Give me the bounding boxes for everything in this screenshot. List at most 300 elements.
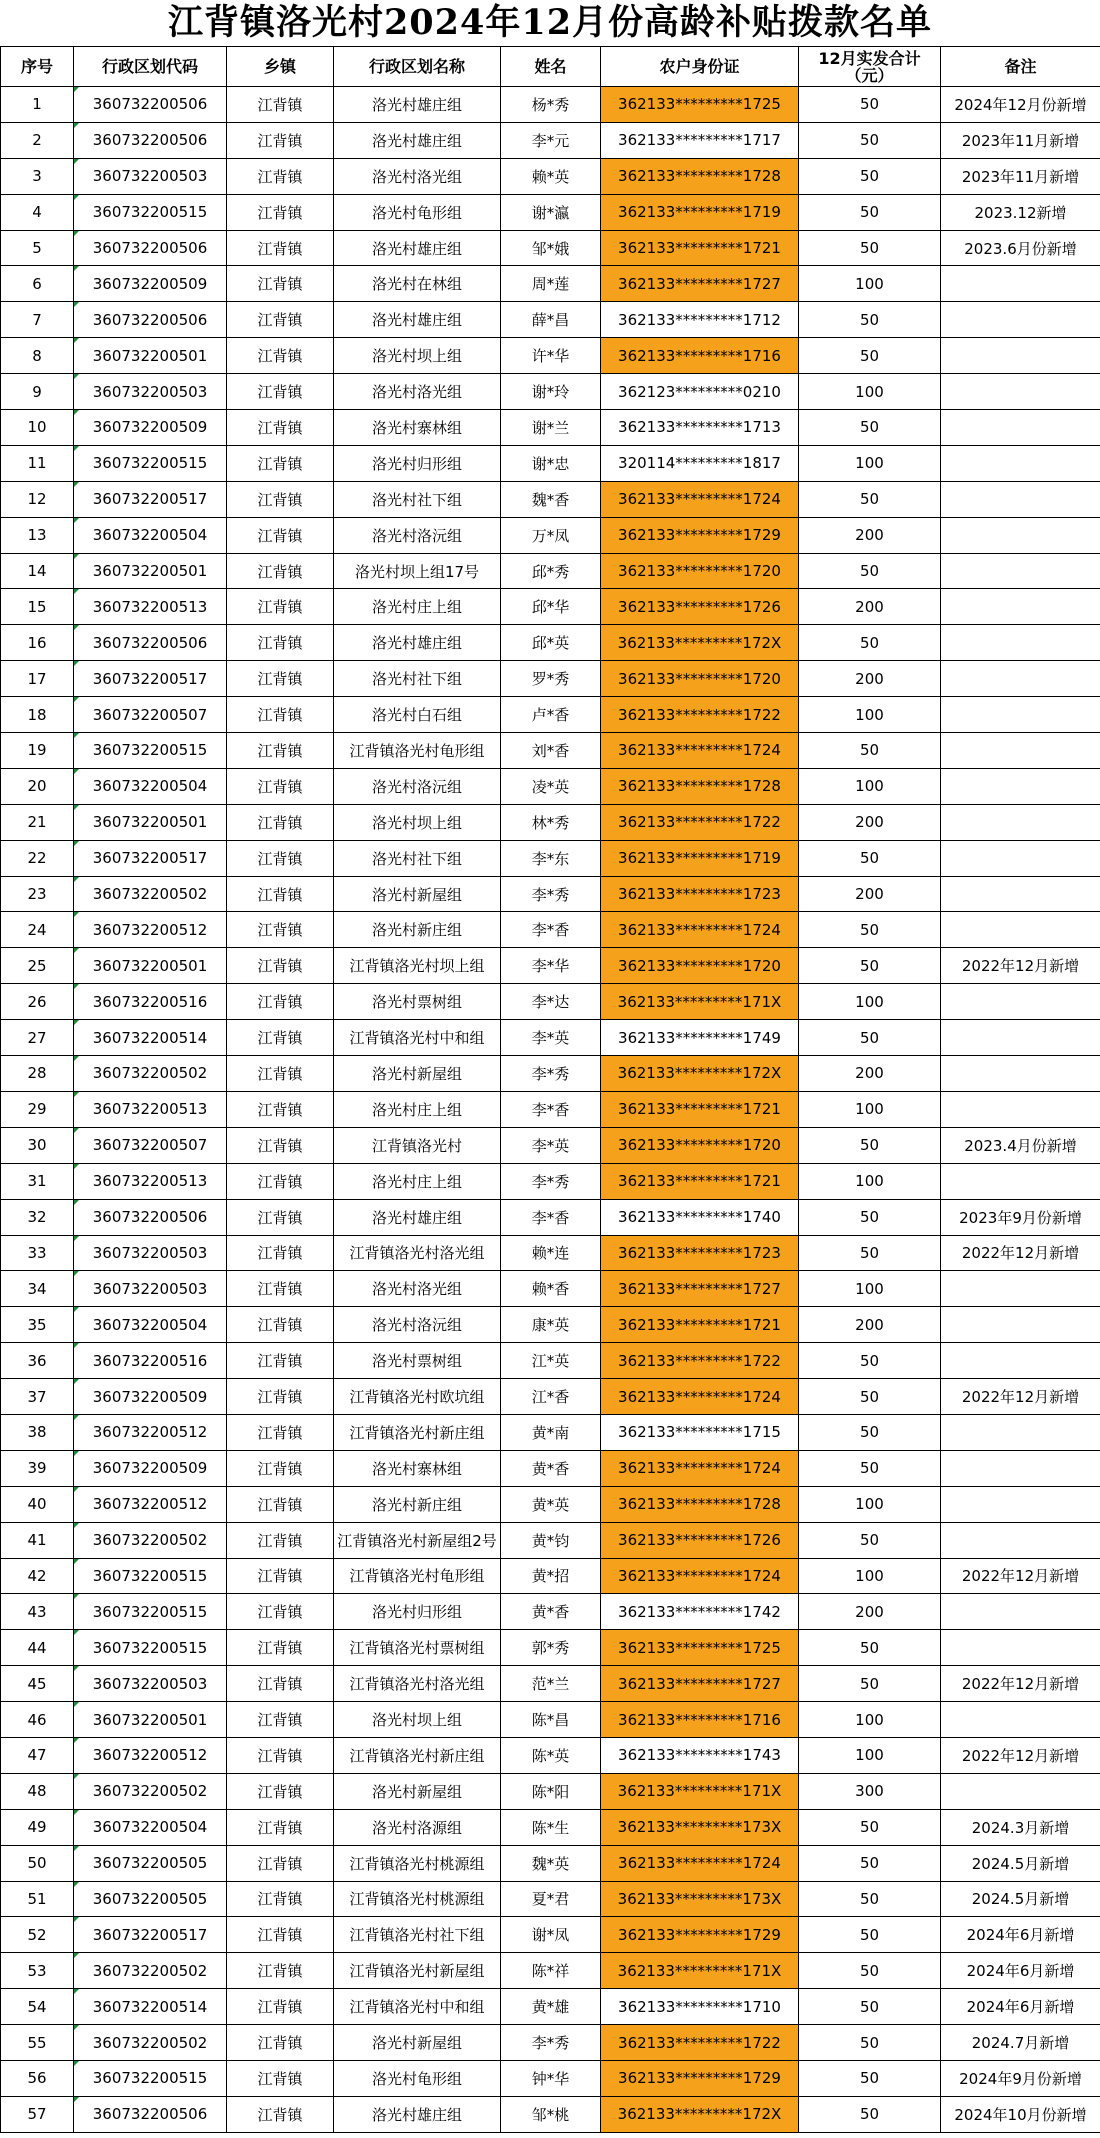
cell-name: 李*香 (501, 912, 601, 948)
cell-area-code: 360732200515 (74, 1594, 227, 1630)
cell-serial: 12 (1, 481, 74, 517)
cell-area-code: 360732200506 (74, 2096, 227, 2132)
cell-amount: 100 (799, 266, 941, 302)
table-row (1, 733, 1100, 769)
cell-id-number: 362133*********1725 (601, 1630, 799, 1666)
cell-name: 黄*香 (501, 1594, 601, 1630)
cell-name: 范*兰 (501, 1666, 601, 1702)
cell-name: 李*华 (501, 948, 601, 984)
cell-area-name: 江背镇洛光村票树组 (334, 1630, 501, 1666)
cell-serial: 42 (1, 1558, 74, 1594)
cell-area-name: 洛光村洛源组 (334, 1809, 501, 1845)
cell-area-name: 洛光村雄庄组 (334, 2096, 501, 2132)
cell-amount: 50 (799, 122, 941, 158)
cell-name: 李*秀 (501, 1163, 601, 1199)
cell-name: 杨*秀 (501, 87, 601, 123)
cell-area-code: 360732200504 (74, 517, 227, 553)
cell-area-name: 江背镇洛光村龟形组 (334, 733, 501, 769)
cell-serial: 21 (1, 804, 74, 840)
cell-serial: 41 (1, 1522, 74, 1558)
cell-name: 黄*香 (501, 1450, 601, 1486)
cell-name: 谢*玲 (501, 374, 601, 410)
cell-note (941, 1271, 1100, 1307)
cell-amount: 200 (799, 804, 941, 840)
cell-amount: 50 (799, 2096, 941, 2132)
table-row (1, 194, 1100, 230)
cell-town: 江背镇 (227, 410, 334, 446)
cell-amount: 50 (799, 1989, 941, 2025)
table-header-row (1, 47, 1100, 87)
cell-serial: 29 (1, 1091, 74, 1127)
cell-area-code: 360732200509 (74, 266, 227, 302)
cell-area-code: 360732200501 (74, 338, 227, 374)
cell-note: 2022年12月新增 (941, 948, 1100, 984)
cell-id-number: 362133*********1717 (601, 122, 799, 158)
cell-name: 黄*招 (501, 1558, 601, 1594)
cell-amount: 50 (799, 338, 941, 374)
cell-area-name: 江背镇洛光村洛光组 (334, 1235, 501, 1271)
cell-amount: 100 (799, 1163, 941, 1199)
page-title: 江背镇洛光村2024年12月份高龄补贴拨款名单 (167, 2, 933, 43)
cell-area-name: 江背镇洛光村洛光组 (334, 1666, 501, 1702)
cell-id-number: 362133*********1728 (601, 1486, 799, 1522)
cell-town: 江背镇 (227, 517, 334, 553)
cell-note (941, 1056, 1100, 1092)
cell-serial: 53 (1, 1953, 74, 1989)
cell-town: 江背镇 (227, 912, 334, 948)
cell-note (941, 1522, 1100, 1558)
table-row (1, 948, 1100, 984)
cell-note: 2024年6月新增 (941, 1917, 1100, 1953)
cell-name: 谢*兰 (501, 410, 601, 446)
cell-amount: 200 (799, 1307, 941, 1343)
table-row (1, 2060, 1100, 2096)
cell-area-name: 江背镇洛光村新庄组 (334, 1414, 501, 1450)
cell-name: 江*英 (501, 1343, 601, 1379)
cell-amount: 100 (799, 374, 941, 410)
cell-id-number: 362133*********1721 (601, 1307, 799, 1343)
cell-area-code: 360732200517 (74, 661, 227, 697)
cell-town: 江背镇 (227, 625, 334, 661)
cell-note (941, 445, 1100, 481)
cell-note: 2024.7月新增 (941, 2025, 1100, 2061)
cell-amount: 50 (799, 87, 941, 123)
cell-id-number: 362133*********1722 (601, 804, 799, 840)
cell-serial: 27 (1, 1020, 74, 1056)
cell-note (941, 302, 1100, 338)
cell-area-name: 洛光村洛沅组 (334, 768, 501, 804)
cell-id-number: 362133*********1722 (601, 697, 799, 733)
cell-note: 2024年6月新增 (941, 1989, 1100, 2025)
cell-amount: 100 (799, 1702, 941, 1738)
cell-serial: 48 (1, 1773, 74, 1809)
cell-town: 江背镇 (227, 1737, 334, 1773)
cell-area-code: 360732200503 (74, 1666, 227, 1702)
cell-town: 江背镇 (227, 804, 334, 840)
cell-town: 江背镇 (227, 697, 334, 733)
table-row (1, 1953, 1100, 1989)
cell-note (941, 1594, 1100, 1630)
cell-area-name: 洛光村雄庄组 (334, 122, 501, 158)
cell-amount: 100 (799, 445, 941, 481)
cell-name: 陈*英 (501, 1737, 601, 1773)
cell-note: 2023年11月新增 (941, 122, 1100, 158)
cell-town: 江背镇 (227, 1630, 334, 1666)
cell-town: 江背镇 (227, 1953, 334, 1989)
cell-name: 万*凤 (501, 517, 601, 553)
cell-amount: 50 (799, 481, 941, 517)
cell-note: 2024.5月新增 (941, 1881, 1100, 1917)
cell-town: 江背镇 (227, 840, 334, 876)
cell-note (941, 625, 1100, 661)
cell-serial: 9 (1, 374, 74, 410)
cell-id-number: 362133*********1716 (601, 1702, 799, 1738)
cell-name: 赖*英 (501, 158, 601, 194)
cell-name: 陈*生 (501, 1809, 601, 1845)
cell-town: 江背镇 (227, 1091, 334, 1127)
cell-area-code: 360732200506 (74, 230, 227, 266)
cell-area-code: 360732200515 (74, 445, 227, 481)
cell-name: 凌*英 (501, 768, 601, 804)
cell-area-code: 360732200506 (74, 302, 227, 338)
table-row (1, 87, 1100, 123)
cell-id-number: 362133*********1721 (601, 230, 799, 266)
cell-serial: 26 (1, 984, 74, 1020)
cell-area-name: 洛光村雄庄组 (334, 1199, 501, 1235)
cell-note (941, 1091, 1100, 1127)
cell-area-name: 江背镇洛光村中和组 (334, 1020, 501, 1056)
cell-area-name: 江背镇洛光村 (334, 1127, 501, 1163)
cell-area-name: 洛光村新屋组 (334, 876, 501, 912)
cell-area-name: 洛光村雄庄组 (334, 625, 501, 661)
cell-id-number: 362133*********1728 (601, 768, 799, 804)
table-row (1, 1056, 1100, 1092)
cell-id-number: 362133*********1721 (601, 1163, 799, 1199)
cell-name: 罗*秀 (501, 661, 601, 697)
table-row (1, 1414, 1100, 1450)
cell-name: 黄*南 (501, 1414, 601, 1450)
cell-name: 黄*钧 (501, 1522, 601, 1558)
cell-serial: 18 (1, 697, 74, 733)
cell-area-name: 洛光村归形组 (334, 1594, 501, 1630)
cell-area-name: 江背镇洛光村龟形组 (334, 1558, 501, 1594)
cell-amount: 200 (799, 1594, 941, 1630)
table-row (1, 1630, 1100, 1666)
cell-amount: 100 (799, 1271, 941, 1307)
cell-serial: 8 (1, 338, 74, 374)
cell-name: 邱*华 (501, 589, 601, 625)
cell-id-number: 362133*********1749 (601, 1020, 799, 1056)
cell-id-number: 362133*********1727 (601, 1271, 799, 1307)
cell-id-number: 362133*********1728 (601, 158, 799, 194)
cell-area-name: 洛光村洛沅组 (334, 1307, 501, 1343)
cell-name: 魏*英 (501, 1845, 601, 1881)
cell-serial: 35 (1, 1307, 74, 1343)
table-row (1, 122, 1100, 158)
cell-area-code: 360732200509 (74, 1450, 227, 1486)
cell-amount: 50 (799, 410, 941, 446)
cell-area-code: 360732200512 (74, 1737, 227, 1773)
cell-name: 薛*昌 (501, 302, 601, 338)
table-row (1, 1199, 1100, 1235)
cell-id-number: 362133*********1716 (601, 338, 799, 374)
cell-id-number: 362133*********1719 (601, 840, 799, 876)
cell-area-code: 360732200504 (74, 1307, 227, 1343)
table-row (1, 697, 1100, 733)
cell-serial: 57 (1, 2096, 74, 2132)
cell-name: 李*元 (501, 122, 601, 158)
cell-name: 李*秀 (501, 1056, 601, 1092)
cell-amount: 50 (799, 948, 941, 984)
table-row (1, 2025, 1100, 2061)
table-row (1, 1127, 1100, 1163)
cell-serial: 13 (1, 517, 74, 553)
cell-name: 李*秀 (501, 2025, 601, 2061)
cell-amount: 200 (799, 517, 941, 553)
cell-name: 李*英 (501, 1020, 601, 1056)
cell-name: 赖*连 (501, 1235, 601, 1271)
cell-area-code: 360732200516 (74, 984, 227, 1020)
cell-area-name: 江背镇洛光村桃源组 (334, 1845, 501, 1881)
cell-serial: 30 (1, 1127, 74, 1163)
table-row (1, 1989, 1100, 2025)
header-cell: 姓名 (501, 47, 601, 87)
cell-name: 黄*英 (501, 1486, 601, 1522)
cell-area-code: 360732200515 (74, 2060, 227, 2096)
table-row (1, 230, 1100, 266)
cell-note (941, 697, 1100, 733)
cell-area-code: 360732200513 (74, 1091, 227, 1127)
cell-serial: 52 (1, 1917, 74, 1953)
cell-area-name: 洛光村庄上组 (334, 589, 501, 625)
cell-area-code: 360732200516 (74, 1343, 227, 1379)
cell-area-code: 360732200501 (74, 804, 227, 840)
table-row (1, 1486, 1100, 1522)
cell-town: 江背镇 (227, 589, 334, 625)
cell-town: 江背镇 (227, 374, 334, 410)
cell-id-number: 362133*********173X (601, 1809, 799, 1845)
cell-town: 江背镇 (227, 266, 334, 302)
cell-id-number: 362133*********1720 (601, 1127, 799, 1163)
cell-serial: 15 (1, 589, 74, 625)
cell-id-number: 362133*********1721 (601, 1091, 799, 1127)
cell-town: 江背镇 (227, 553, 334, 589)
cell-amount: 200 (799, 589, 941, 625)
table-row (1, 1845, 1100, 1881)
cell-area-name: 洛光村白石组 (334, 697, 501, 733)
cell-id-number: 362133*********171X (601, 1953, 799, 1989)
table-row (1, 1702, 1100, 1738)
cell-serial: 5 (1, 230, 74, 266)
cell-amount: 100 (799, 984, 941, 1020)
cell-serial: 44 (1, 1630, 74, 1666)
cell-id-number: 362133*********172X (601, 1056, 799, 1092)
cell-town: 江背镇 (227, 876, 334, 912)
cell-note (941, 1702, 1100, 1738)
table-row (1, 374, 1100, 410)
cell-note (941, 1307, 1100, 1343)
cell-note: 2023.12新增 (941, 194, 1100, 230)
cell-amount: 50 (799, 2025, 941, 2061)
cell-serial: 6 (1, 266, 74, 302)
table-row (1, 1773, 1100, 1809)
cell-serial: 39 (1, 1450, 74, 1486)
cell-amount: 50 (799, 1666, 941, 1702)
cell-serial: 16 (1, 625, 74, 661)
cell-amount: 50 (799, 1845, 941, 1881)
cell-area-name: 洛光村寨林组 (334, 1450, 501, 1486)
cell-note: 2022年12月新增 (941, 1558, 1100, 1594)
table-row (1, 553, 1100, 589)
cell-note: 2022年12月新增 (941, 1737, 1100, 1773)
cell-note: 2024年9月份新增 (941, 2060, 1100, 2096)
cell-area-name: 洛光村坝上组17号 (334, 553, 501, 589)
cell-serial: 2 (1, 122, 74, 158)
cell-id-number: 362133*********1720 (601, 661, 799, 697)
cell-town: 江背镇 (227, 1809, 334, 1845)
cell-town: 江背镇 (227, 2060, 334, 2096)
cell-area-code: 360732200513 (74, 1163, 227, 1199)
table-row (1, 1917, 1100, 1953)
cell-town: 江背镇 (227, 1881, 334, 1917)
cell-name: 钟*华 (501, 2060, 601, 2096)
cell-name: 李*东 (501, 840, 601, 876)
cell-town: 江背镇 (227, 481, 334, 517)
cell-serial: 33 (1, 1235, 74, 1271)
cell-area-code: 360732200502 (74, 1773, 227, 1809)
table-row (1, 1558, 1100, 1594)
cell-serial: 19 (1, 733, 74, 769)
cell-note (941, 1020, 1100, 1056)
cell-serial: 1 (1, 87, 74, 123)
cell-amount: 50 (799, 1881, 941, 1917)
cell-area-name: 洛光村坝上组 (334, 804, 501, 840)
cell-town: 江背镇 (227, 1020, 334, 1056)
cell-note (941, 984, 1100, 1020)
cell-serial: 50 (1, 1845, 74, 1881)
cell-note (941, 1163, 1100, 1199)
table-row (1, 1343, 1100, 1379)
cell-area-name: 洛光村洛光组 (334, 158, 501, 194)
cell-town: 江背镇 (227, 1307, 334, 1343)
cell-name: 邹*桃 (501, 2096, 601, 2132)
cell-name: 夏*君 (501, 1881, 601, 1917)
cell-amount: 50 (799, 1199, 941, 1235)
cell-name: 周*莲 (501, 266, 601, 302)
cell-area-name: 洛光村龟形组 (334, 2060, 501, 2096)
cell-note (941, 1630, 1100, 1666)
table-row (1, 1450, 1100, 1486)
cell-id-number: 362133*********1724 (601, 1845, 799, 1881)
cell-note: 2022年12月新增 (941, 1235, 1100, 1271)
table-row (1, 1271, 1100, 1307)
cell-town: 江背镇 (227, 2025, 334, 2061)
cell-area-code: 360732200515 (74, 1630, 227, 1666)
cell-town: 江背镇 (227, 158, 334, 194)
cell-area-code: 360732200507 (74, 1127, 227, 1163)
cell-area-name: 洛光村龟形组 (334, 194, 501, 230)
cell-note (941, 804, 1100, 840)
cell-area-name: 洛光村洛沅组 (334, 517, 501, 553)
header-cell: 行政区划代码 (74, 47, 227, 87)
cell-town: 江背镇 (227, 1522, 334, 1558)
cell-id-number: 362133*********1713 (601, 410, 799, 446)
cell-area-code: 360732200509 (74, 1379, 227, 1415)
cell-name: 陈*阳 (501, 1773, 601, 1809)
cell-serial: 23 (1, 876, 74, 912)
cell-note (941, 1773, 1100, 1809)
cell-area-code: 360732200502 (74, 1522, 227, 1558)
cell-id-number: 362133*********1727 (601, 266, 799, 302)
cell-amount: 100 (799, 697, 941, 733)
cell-area-name: 洛光村新庄组 (334, 912, 501, 948)
cell-serial: 4 (1, 194, 74, 230)
cell-note (941, 1343, 1100, 1379)
cell-name: 陈*祥 (501, 1953, 601, 1989)
cell-area-name: 洛光村寨林组 (334, 410, 501, 446)
cell-serial: 54 (1, 1989, 74, 2025)
cell-name: 许*华 (501, 338, 601, 374)
cell-serial: 7 (1, 302, 74, 338)
cell-note (941, 1486, 1100, 1522)
cell-name: 李*香 (501, 1091, 601, 1127)
cell-area-name: 江背镇洛光村新屋组2号 (334, 1522, 501, 1558)
cell-id-number: 362123*********0210 (601, 374, 799, 410)
cell-name: 魏*香 (501, 481, 601, 517)
cell-name: 谢*凤 (501, 1917, 601, 1953)
cell-name: 李*香 (501, 1199, 601, 1235)
cell-amount: 50 (799, 1630, 941, 1666)
cell-serial: 28 (1, 1056, 74, 1092)
cell-town: 江背镇 (227, 1379, 334, 1415)
cell-note (941, 374, 1100, 410)
subsidy-table (0, 46, 1100, 2133)
cell-note (941, 1450, 1100, 1486)
cell-town: 江背镇 (227, 1343, 334, 1379)
cell-serial: 45 (1, 1666, 74, 1702)
cell-town: 江背镇 (227, 230, 334, 266)
cell-area-code: 360732200501 (74, 948, 227, 984)
cell-town: 江背镇 (227, 302, 334, 338)
cell-area-code: 360732200507 (74, 697, 227, 733)
table-row (1, 768, 1100, 804)
cell-area-code: 360732200512 (74, 1414, 227, 1450)
cell-area-code: 360732200515 (74, 1558, 227, 1594)
cell-serial: 10 (1, 410, 74, 446)
cell-amount: 100 (799, 1486, 941, 1522)
cell-serial: 14 (1, 553, 74, 589)
cell-area-name: 洛光村雄庄组 (334, 87, 501, 123)
cell-area-name: 洛光村票树组 (334, 984, 501, 1020)
cell-name: 江*香 (501, 1379, 601, 1415)
cell-area-code: 360732200517 (74, 1917, 227, 1953)
cell-town: 江背镇 (227, 1163, 334, 1199)
cell-town: 江背镇 (227, 1127, 334, 1163)
cell-note (941, 553, 1100, 589)
cell-area-name: 洛光村坝上组 (334, 1702, 501, 1738)
cell-name: 邱*英 (501, 625, 601, 661)
cell-area-code: 360732200515 (74, 194, 227, 230)
cell-id-number: 362133*********1715 (601, 1414, 799, 1450)
table-row (1, 266, 1100, 302)
cell-amount: 50 (799, 1414, 941, 1450)
cell-amount: 50 (799, 733, 941, 769)
table-row (1, 517, 1100, 553)
cell-id-number: 362133*********1719 (601, 194, 799, 230)
cell-note (941, 1414, 1100, 1450)
cell-town: 江背镇 (227, 1558, 334, 1594)
table-row (1, 1091, 1100, 1127)
